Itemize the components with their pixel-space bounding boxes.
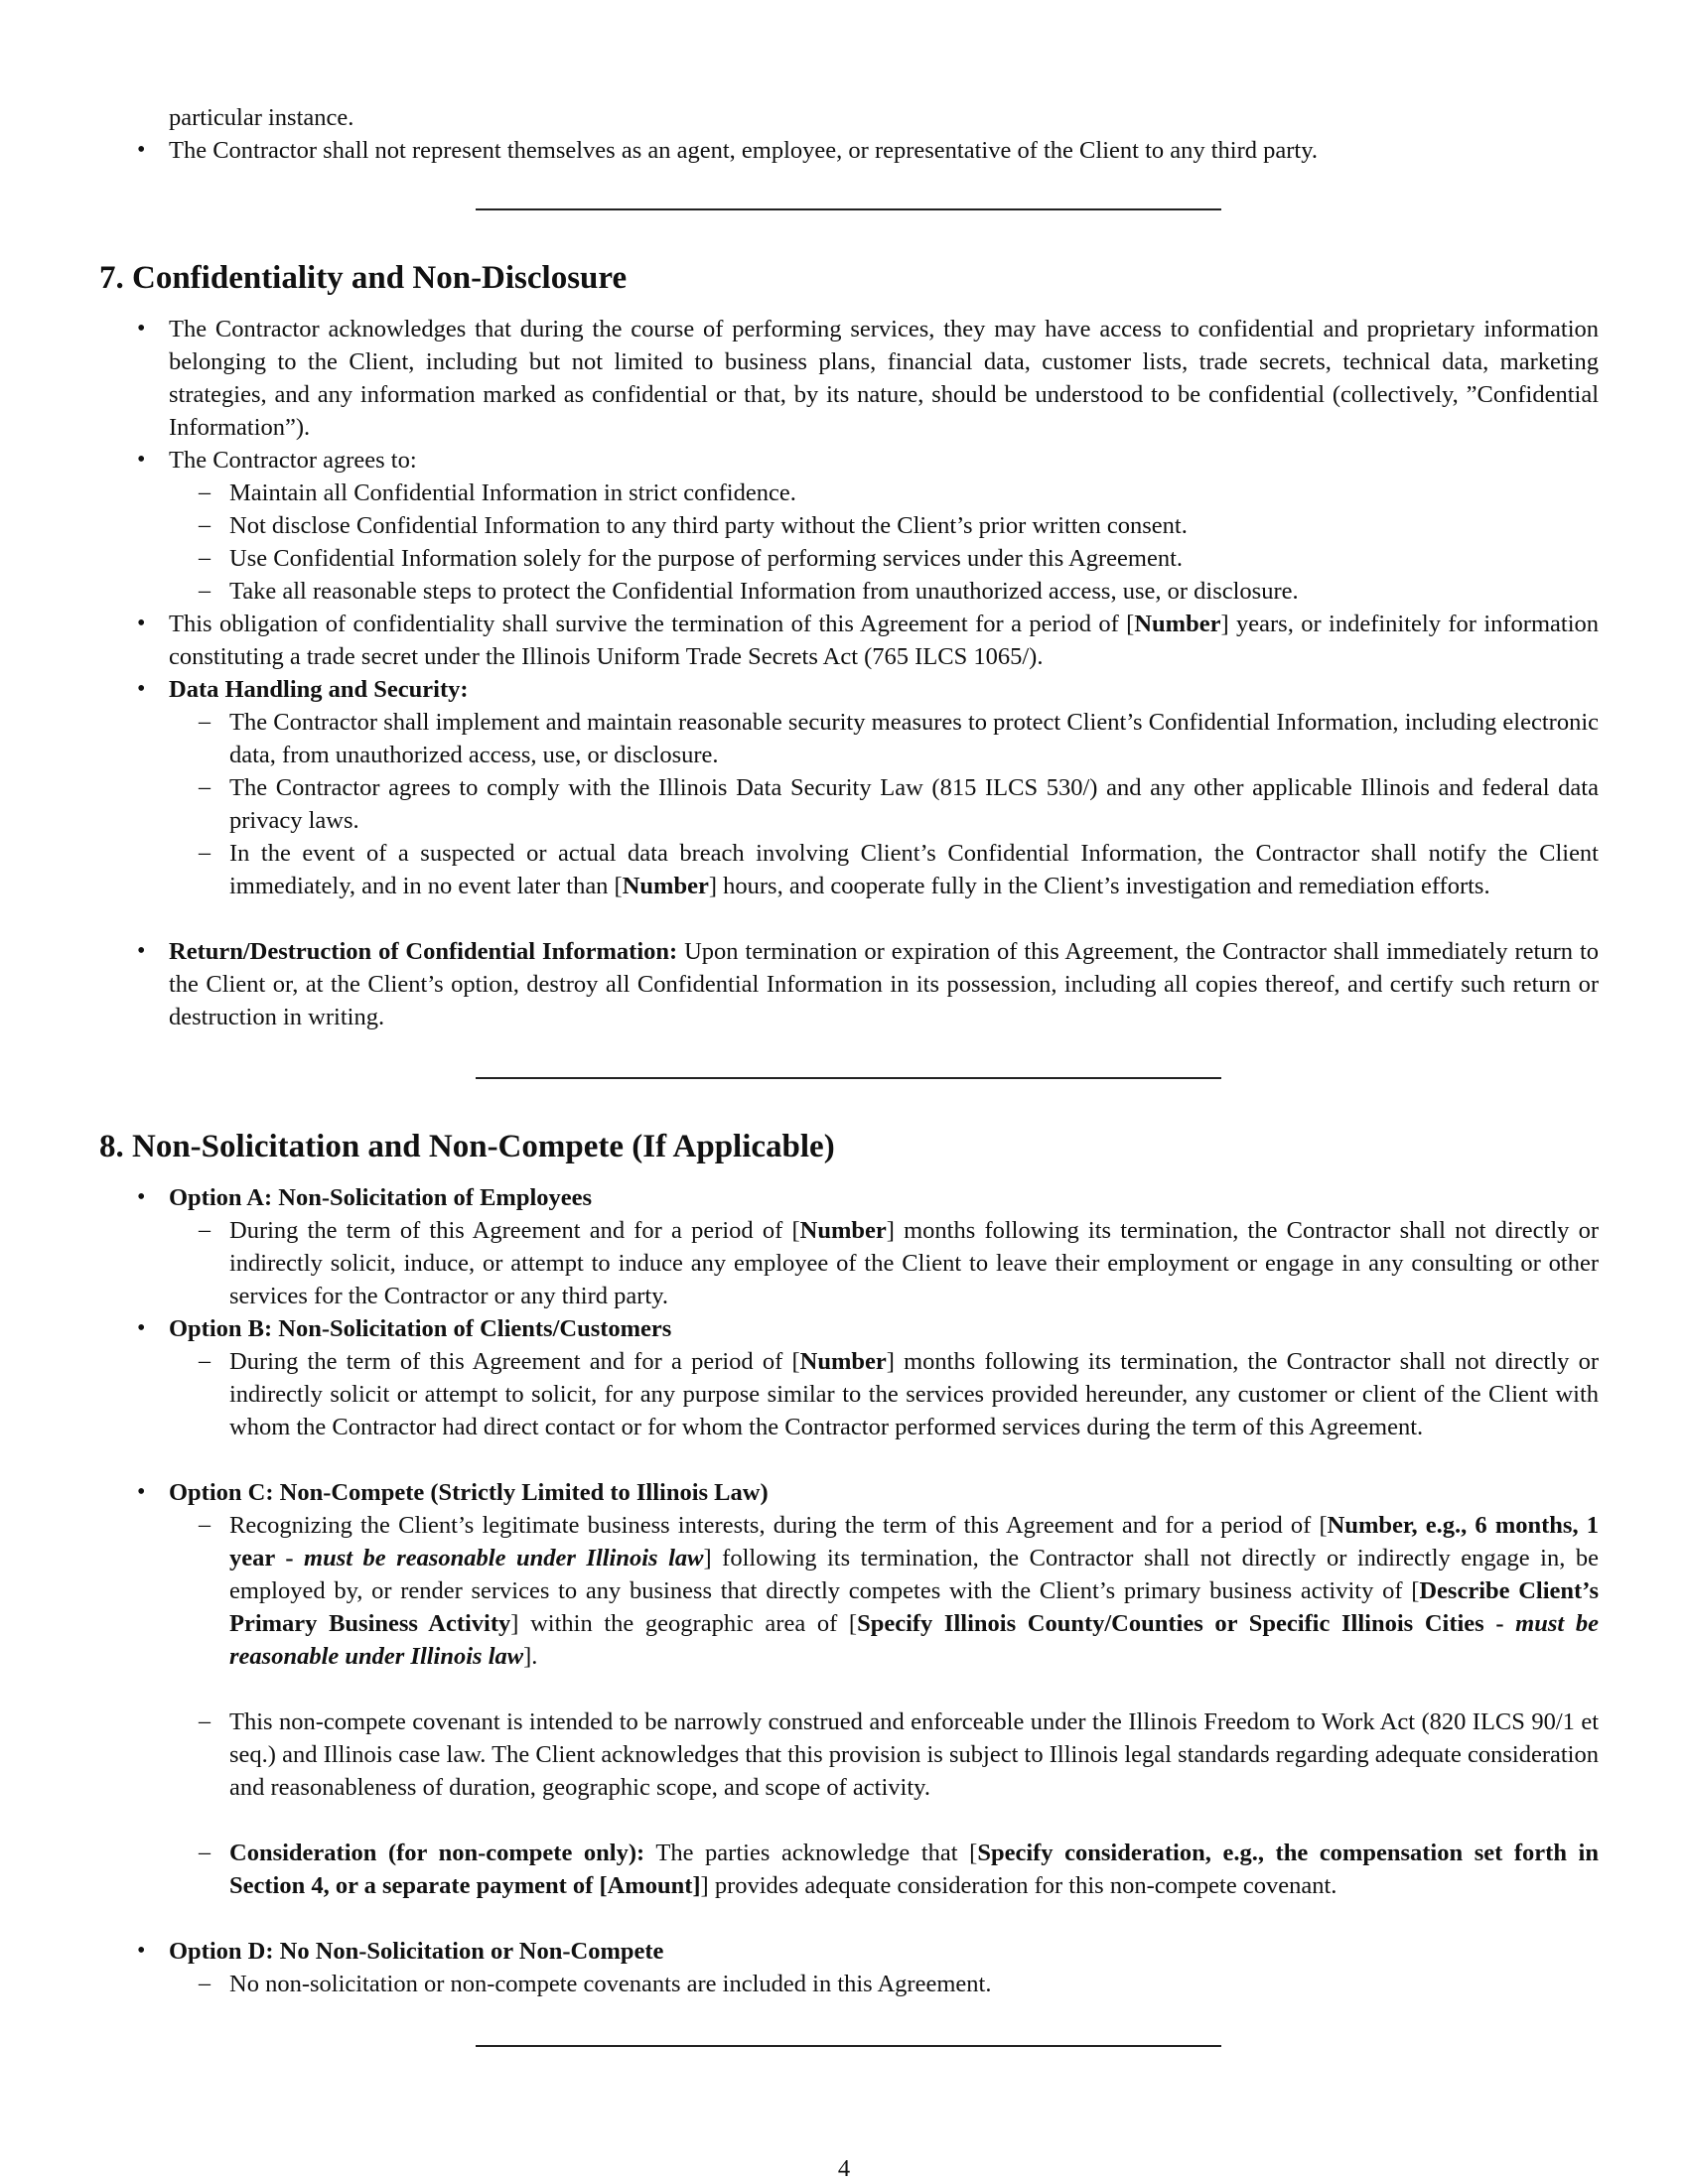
- option-c-heading: Option C: Non-Compete (Strictly Limited to Illinois Law): [169, 1479, 769, 1506]
- continued-text: particular instance.: [169, 104, 354, 131]
- sub-list-item: The Contractor agrees to comply with the Illinois Data Security Law (815 ILCS 530/) and any other applicable Illinois and federal data privacy laws.: [229, 774, 1599, 834]
- dash-icon: –: [199, 1512, 211, 1538]
- bullet-icon: •: [137, 938, 146, 964]
- section-7-heading: 7. Confidentiality and Non-Disclosure: [99, 260, 628, 296]
- list-item-heading: Data Handling and Security:: [169, 676, 469, 703]
- bullet-icon: •: [137, 1315, 146, 1341]
- dash-icon: –: [199, 512, 211, 538]
- dash-icon: –: [199, 545, 211, 571]
- bullet-icon: •: [137, 1479, 146, 1505]
- list-item: Return/Destruction of Confidential Information: Upon termination or expiration of this Agreement, the Contractor shall immediately return to the Client or, at the Client’s option, destroy all Confidential Information in its possession, including all copies thereof, and certify such return or destruction in writing.: [169, 938, 1599, 1030]
- sub-list-item: Consideration (for non-compete only): The parties acknowledge that [Specify consideration, e.g., the compensation set forth in Section 4, or a separate payment of [Amount]] provides adequate consideration for this non-compete covenant.: [229, 1840, 1599, 1899]
- dash-icon: –: [199, 1971, 211, 1996]
- bullet-icon: •: [137, 1938, 146, 1964]
- list-item: The Contractor acknowledges that during the course of performing services, they may have access to confidential and proprietary information belonging to the Client, including but not limited to business plans, financial data, customer lists, trade secrets, technical data, marketing strategies, and any information marked as confidential or that, by its nature, should be understood to be confidential (collectively, ”Confidential Information”).: [169, 316, 1599, 441]
- dash-icon: –: [199, 774, 211, 800]
- bullet-icon: •: [137, 676, 146, 702]
- sub-list-item: During the term of this Agreement and for a period of [Number] months following its termination, the Contractor shall not directly or indirectly solicit, induce, or attempt to induce any employee of the Client to leave their employment or engage in any consulting or other services for the Contractor or any third party.: [229, 1217, 1599, 1309]
- page-number: 4: [837, 2155, 851, 2182]
- sub-list-item: During the term of this Agreement and for a period of [Number] months following its termination, the Contractor shall not directly or indirectly solicit or attempt to solicit, for any purpose similar to the services provided hereunder, any customer or client of the Client with whom the Contractor had direct contact or for whom the Contractor performed services during the term of this Agreement.: [229, 1348, 1599, 1440]
- dash-icon: –: [199, 578, 211, 604]
- dash-icon: –: [199, 479, 211, 505]
- sub-list-item: This non-compete covenant is intended to be narrowly construed and enforceable under the Illinois Freedom to Work Act (820 ILCS 90/1 et seq.) and Illinois case law. The Client acknowledges that this provision is subject to Illinois legal standards regarding adequate consideration and reasonableness of duration, geographic scope, and scope of activity.: [229, 1708, 1599, 1801]
- sub-list-item: The Contractor shall implement and maintain reasonable security measures to protect Client’s Confidential Information, including electronic data, from unauthorized access, use, or disclosure.: [229, 709, 1599, 768]
- sub-list-item: Not disclose Confidential Information to any third party without the Client’s prior written consent.: [229, 512, 1188, 539]
- section-8-heading: 8. Non-Solicitation and Non-Compete (If Applicable): [99, 1129, 835, 1164]
- dash-icon: –: [199, 1217, 211, 1243]
- bullet-icon: •: [137, 137, 146, 163]
- dash-icon: –: [199, 1840, 211, 1865]
- dash-icon: –: [199, 1708, 211, 1734]
- sub-list-item: Take all reasonable steps to protect the Confidential Information from unauthorized access, use, or disclosure.: [229, 578, 1299, 605]
- dash-icon: –: [199, 1348, 211, 1374]
- sub-list-item: Recognizing the Client’s legitimate business interests, during the term of this Agreement and for a period of [Number, e.g., 6 months, 1 year - must be reasonable under Illinois law] following its termination, the Contractor shall not directly or indirectly engage in, be employed by, or render services to any business that directly competes with the Client’s primary business activity of [Describe Client’s Primary Business Activity] within the geographic area of [Specify Illinois County/Counties or Specific Illinois Cities - must be reasonable under Illinois law].: [229, 1512, 1599, 1670]
- bullet-icon: •: [137, 611, 146, 636]
- list-item: The Contractor shall not represent themselves as an agent, employee, or representative of the Client to any third party.: [169, 137, 1319, 164]
- section-divider: [476, 208, 1221, 210]
- sub-list-item: No non-solicitation or non-compete covenants are included in this Agreement.: [229, 1971, 992, 1997]
- section-divider: [476, 2045, 1221, 2047]
- sub-list-item: Maintain all Confidential Information in strict confidence.: [229, 479, 796, 506]
- list-item: This obligation of confidentiality shall survive the termination of this Agreement for a period of [Number] years, or indefinitely for information constituting a trade secret under the Illinois Uniform Trade Secrets Act (765 ILCS 1065/).: [169, 611, 1600, 670]
- sub-list-item: Use Confidential Information solely for the purpose of performing services under this Agreement.: [229, 545, 1184, 572]
- option-b-heading: Option B: Non-Solicitation of Clients/Customers: [169, 1315, 672, 1342]
- list-item: The Contractor agrees to:: [169, 447, 417, 474]
- dash-icon: –: [199, 709, 211, 735]
- bullet-icon: •: [137, 316, 146, 341]
- sub-list-item: In the event of a suspected or actual data breach involving Client’s Confidential Information, the Contractor shall notify the Client immediately, and in no event later than [Number] hours, and cooperate fully in the Client’s investigation and remediation efforts.: [229, 840, 1599, 899]
- bullet-icon: •: [137, 1184, 146, 1210]
- bullet-icon: •: [137, 447, 146, 473]
- section-divider: [476, 1077, 1221, 1079]
- option-a-heading: Option A: Non-Solicitation of Employees: [169, 1184, 593, 1211]
- option-d-heading: Option D: No Non-Solicitation or Non-Compete: [169, 1938, 664, 1965]
- dash-icon: –: [199, 840, 211, 866]
